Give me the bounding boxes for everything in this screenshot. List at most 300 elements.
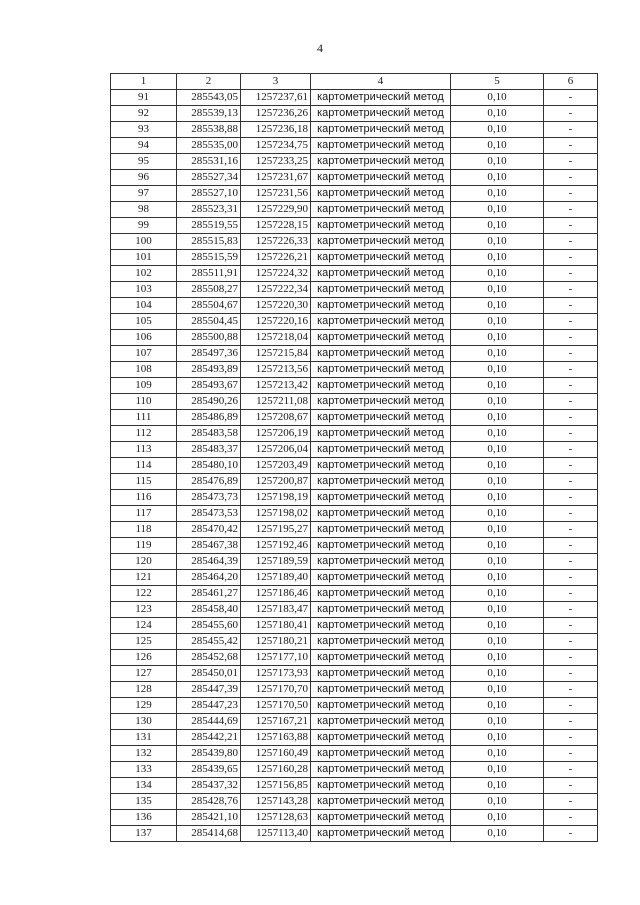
method-cell: картометрический метод xyxy=(311,618,451,634)
accuracy-cell: 0,10 xyxy=(451,154,544,170)
y-coordinate-cell: 1257195,27 xyxy=(241,522,311,538)
description-cell: - xyxy=(544,698,598,714)
y-coordinate-cell: 1257156,85 xyxy=(241,778,311,794)
accuracy-cell: 0,10 xyxy=(451,666,544,682)
accuracy-cell: 0,10 xyxy=(451,410,544,426)
point-number-cell: 108 xyxy=(111,362,177,378)
y-coordinate-cell: 1257220,30 xyxy=(241,298,311,314)
y-coordinate-cell: 1257231,67 xyxy=(241,170,311,186)
point-number-cell: 100 xyxy=(111,234,177,250)
y-coordinate-cell: 1257143,28 xyxy=(241,794,311,810)
y-coordinate-cell: 1257189,59 xyxy=(241,554,311,570)
point-number-cell: 112 xyxy=(111,426,177,442)
point-number-cell: 95 xyxy=(111,154,177,170)
x-coordinate-cell: 285497,36 xyxy=(177,346,241,362)
table-row xyxy=(111,554,598,570)
point-number-cell: 122 xyxy=(111,586,177,602)
column-header-1: 1 xyxy=(111,74,177,90)
point-number-cell: 110 xyxy=(111,394,177,410)
table-row xyxy=(111,138,598,154)
method-cell: картометрический метод xyxy=(311,218,451,234)
point-number-cell: 114 xyxy=(111,458,177,474)
point-number-cell: 104 xyxy=(111,298,177,314)
table-row xyxy=(111,378,598,394)
description-cell: - xyxy=(544,106,598,122)
accuracy-cell: 0,10 xyxy=(451,794,544,810)
description-cell: - xyxy=(544,794,598,810)
description-cell: - xyxy=(544,554,598,570)
y-coordinate-cell: 1257128,63 xyxy=(241,810,311,826)
table-row xyxy=(111,522,598,538)
method-cell: картометрический метод xyxy=(311,570,451,586)
x-coordinate-cell: 285486,89 xyxy=(177,410,241,426)
y-coordinate-cell: 1257233,25 xyxy=(241,154,311,170)
y-coordinate-cell: 1257224,32 xyxy=(241,266,311,282)
method-cell: картометрический метод xyxy=(311,378,451,394)
x-coordinate-cell: 285504,67 xyxy=(177,298,241,314)
point-number-cell: 120 xyxy=(111,554,177,570)
method-cell: картометрический метод xyxy=(311,826,451,842)
accuracy-cell: 0,10 xyxy=(451,426,544,442)
accuracy-cell: 0,10 xyxy=(451,522,544,538)
table-row xyxy=(111,202,598,218)
accuracy-cell: 0,10 xyxy=(451,634,544,650)
point-number-cell: 99 xyxy=(111,218,177,234)
table-row xyxy=(111,154,598,170)
column-header-2: 2 xyxy=(177,74,241,90)
method-cell: картометрический метод xyxy=(311,426,451,442)
description-cell: - xyxy=(544,122,598,138)
table-row xyxy=(111,810,598,826)
x-coordinate-cell: 285467,38 xyxy=(177,538,241,554)
accuracy-cell: 0,10 xyxy=(451,618,544,634)
description-cell: - xyxy=(544,170,598,186)
accuracy-cell: 0,10 xyxy=(451,298,544,314)
point-number-cell: 101 xyxy=(111,250,177,266)
description-cell: - xyxy=(544,154,598,170)
point-number-cell: 103 xyxy=(111,282,177,298)
x-coordinate-cell: 285538,88 xyxy=(177,122,241,138)
accuracy-cell: 0,10 xyxy=(451,538,544,554)
method-cell: картометрический метод xyxy=(311,170,451,186)
y-coordinate-cell: 1257160,28 xyxy=(241,762,311,778)
description-cell: - xyxy=(544,778,598,794)
x-coordinate-cell: 285473,53 xyxy=(177,506,241,522)
description-cell: - xyxy=(544,618,598,634)
coordinates-table xyxy=(110,73,598,842)
table-row xyxy=(111,650,598,666)
method-cell: картометрический метод xyxy=(311,106,451,122)
accuracy-cell: 0,10 xyxy=(451,554,544,570)
method-cell: картометрический метод xyxy=(311,490,451,506)
accuracy-cell: 0,10 xyxy=(451,170,544,186)
table-row xyxy=(111,186,598,202)
point-number-cell: 135 xyxy=(111,794,177,810)
method-cell: картометрический метод xyxy=(311,154,451,170)
method-cell: картометрический метод xyxy=(311,442,451,458)
description-cell: - xyxy=(544,634,598,650)
y-coordinate-cell: 1257177,10 xyxy=(241,650,311,666)
method-cell: картометрический метод xyxy=(311,522,451,538)
y-coordinate-cell: 1257160,49 xyxy=(241,746,311,762)
y-coordinate-cell: 1257215,84 xyxy=(241,346,311,362)
point-number-cell: 126 xyxy=(111,650,177,666)
description-cell: - xyxy=(544,426,598,442)
table-row xyxy=(111,426,598,442)
method-cell: картометрический метод xyxy=(311,314,451,330)
y-coordinate-cell: 1257236,18 xyxy=(241,122,311,138)
table-row xyxy=(111,122,598,138)
point-number-cell: 115 xyxy=(111,474,177,490)
point-number-cell: 132 xyxy=(111,746,177,762)
point-number-cell: 92 xyxy=(111,106,177,122)
description-cell: - xyxy=(544,762,598,778)
x-coordinate-cell: 285493,89 xyxy=(177,362,241,378)
method-cell: картометрический метод xyxy=(311,698,451,714)
point-number-cell: 98 xyxy=(111,202,177,218)
description-cell: - xyxy=(544,826,598,842)
table-row xyxy=(111,538,598,554)
y-coordinate-cell: 1257228,15 xyxy=(241,218,311,234)
accuracy-cell: 0,10 xyxy=(451,234,544,250)
table-row xyxy=(111,282,598,298)
accuracy-cell: 0,10 xyxy=(451,586,544,602)
x-coordinate-cell: 285500,88 xyxy=(177,330,241,346)
table-row xyxy=(111,106,598,122)
x-coordinate-cell: 285458,40 xyxy=(177,602,241,618)
y-coordinate-cell: 1257211,08 xyxy=(241,394,311,410)
y-coordinate-cell: 1257200,87 xyxy=(241,474,311,490)
y-coordinate-cell: 1257220,16 xyxy=(241,314,311,330)
description-cell: - xyxy=(544,362,598,378)
method-cell: картометрический метод xyxy=(311,138,451,154)
method-cell: картометрический метод xyxy=(311,234,451,250)
x-coordinate-cell: 285535,00 xyxy=(177,138,241,154)
y-coordinate-cell: 1257213,56 xyxy=(241,362,311,378)
accuracy-cell: 0,10 xyxy=(451,570,544,586)
table-row xyxy=(111,714,598,730)
x-coordinate-cell: 285508,27 xyxy=(177,282,241,298)
x-coordinate-cell: 285527,34 xyxy=(177,170,241,186)
y-coordinate-cell: 1257218,04 xyxy=(241,330,311,346)
table-row xyxy=(111,794,598,810)
y-coordinate-cell: 1257226,33 xyxy=(241,234,311,250)
accuracy-cell: 0,10 xyxy=(451,714,544,730)
accuracy-cell: 0,10 xyxy=(451,458,544,474)
y-coordinate-cell: 1257226,21 xyxy=(241,250,311,266)
table-row xyxy=(111,394,598,410)
description-cell: - xyxy=(544,394,598,410)
table-row xyxy=(111,666,598,682)
accuracy-cell: 0,10 xyxy=(451,778,544,794)
point-number-cell: 134 xyxy=(111,778,177,794)
accuracy-cell: 0,10 xyxy=(451,602,544,618)
description-cell: - xyxy=(544,218,598,234)
method-cell: картометрический метод xyxy=(311,474,451,490)
y-coordinate-cell: 1257234,75 xyxy=(241,138,311,154)
y-coordinate-cell: 1257163,88 xyxy=(241,730,311,746)
table-row xyxy=(111,410,598,426)
description-cell: - xyxy=(544,90,598,106)
table-row xyxy=(111,826,598,842)
accuracy-cell: 0,10 xyxy=(451,474,544,490)
table-row xyxy=(111,730,598,746)
method-cell: картометрический метод xyxy=(311,794,451,810)
method-cell: картометрический метод xyxy=(311,266,451,282)
method-cell: картометрический метод xyxy=(311,410,451,426)
y-coordinate-cell: 1257183,47 xyxy=(241,602,311,618)
description-cell: - xyxy=(544,570,598,586)
point-number-cell: 102 xyxy=(111,266,177,282)
x-coordinate-cell: 285476,89 xyxy=(177,474,241,490)
method-cell: картометрический метод xyxy=(311,666,451,682)
method-cell: картометрический метод xyxy=(311,746,451,762)
method-cell: картометрический метод xyxy=(311,810,451,826)
x-coordinate-cell: 285515,59 xyxy=(177,250,241,266)
point-number-cell: 106 xyxy=(111,330,177,346)
x-coordinate-cell: 285428,76 xyxy=(177,794,241,810)
method-cell: картометрический метод xyxy=(311,682,451,698)
table-row xyxy=(111,490,598,506)
method-cell: картометрический метод xyxy=(311,458,451,474)
x-coordinate-cell: 285490,26 xyxy=(177,394,241,410)
table-row xyxy=(111,602,598,618)
x-coordinate-cell: 285437,32 xyxy=(177,778,241,794)
accuracy-cell: 0,10 xyxy=(451,442,544,458)
table-row xyxy=(111,362,598,378)
method-cell: картометрический метод xyxy=(311,506,451,522)
table-row xyxy=(111,698,598,714)
x-coordinate-cell: 285493,67 xyxy=(177,378,241,394)
method-cell: картометрический метод xyxy=(311,538,451,554)
description-cell: - xyxy=(544,410,598,426)
y-coordinate-cell: 1257208,67 xyxy=(241,410,311,426)
method-cell: картометрический метод xyxy=(311,346,451,362)
point-number-cell: 121 xyxy=(111,570,177,586)
x-coordinate-cell: 285447,23 xyxy=(177,698,241,714)
accuracy-cell: 0,10 xyxy=(451,266,544,282)
table-row xyxy=(111,506,598,522)
x-coordinate-cell: 285470,42 xyxy=(177,522,241,538)
accuracy-cell: 0,10 xyxy=(451,282,544,298)
point-number-cell: 119 xyxy=(111,538,177,554)
y-coordinate-cell: 1257167,21 xyxy=(241,714,311,730)
table-row xyxy=(111,570,598,586)
point-number-cell: 137 xyxy=(111,826,177,842)
point-number-cell: 136 xyxy=(111,810,177,826)
table-row xyxy=(111,266,598,282)
description-cell: - xyxy=(544,346,598,362)
x-coordinate-cell: 285444,69 xyxy=(177,714,241,730)
description-cell: - xyxy=(544,314,598,330)
method-cell: картометрический метод xyxy=(311,394,451,410)
point-number-cell: 127 xyxy=(111,666,177,682)
x-coordinate-cell: 285504,45 xyxy=(177,314,241,330)
point-number-cell: 94 xyxy=(111,138,177,154)
y-coordinate-cell: 1257113,40 xyxy=(241,826,311,842)
description-cell: - xyxy=(544,490,598,506)
table-row xyxy=(111,634,598,650)
x-coordinate-cell: 285414,68 xyxy=(177,826,241,842)
accuracy-cell: 0,10 xyxy=(451,698,544,714)
point-number-cell: 117 xyxy=(111,506,177,522)
y-coordinate-cell: 1257180,41 xyxy=(241,618,311,634)
x-coordinate-cell: 285473,73 xyxy=(177,490,241,506)
table-row xyxy=(111,474,598,490)
method-cell: картометрический метод xyxy=(311,202,451,218)
table-row xyxy=(111,346,598,362)
method-cell: картометрический метод xyxy=(311,298,451,314)
x-coordinate-cell: 285439,65 xyxy=(177,762,241,778)
y-coordinate-cell: 1257180,21 xyxy=(241,634,311,650)
accuracy-cell: 0,10 xyxy=(451,250,544,266)
x-coordinate-cell: 285515,83 xyxy=(177,234,241,250)
table-row xyxy=(111,618,598,634)
table-row xyxy=(111,778,598,794)
table-row xyxy=(111,442,598,458)
y-coordinate-cell: 1257170,70 xyxy=(241,682,311,698)
point-number-cell: 130 xyxy=(111,714,177,730)
table-row xyxy=(111,762,598,778)
y-coordinate-cell: 1257170,50 xyxy=(241,698,311,714)
page-number: 4 xyxy=(317,41,323,55)
column-header-4: 4 xyxy=(311,74,451,90)
description-cell: - xyxy=(544,202,598,218)
method-cell: картометрический метод xyxy=(311,554,451,570)
x-coordinate-cell: 285452,68 xyxy=(177,650,241,666)
x-coordinate-cell: 285455,60 xyxy=(177,618,241,634)
y-coordinate-cell: 1257236,26 xyxy=(241,106,311,122)
description-cell: - xyxy=(544,714,598,730)
method-cell: картометрический метод xyxy=(311,90,451,106)
accuracy-cell: 0,10 xyxy=(451,122,544,138)
accuracy-cell: 0,10 xyxy=(451,378,544,394)
description-cell: - xyxy=(544,186,598,202)
description-cell: - xyxy=(544,650,598,666)
description-cell: - xyxy=(544,602,598,618)
point-number-cell: 113 xyxy=(111,442,177,458)
column-header-3: 3 xyxy=(241,74,311,90)
description-cell: - xyxy=(544,378,598,394)
column-header-5: 5 xyxy=(451,74,544,90)
description-cell: - xyxy=(544,666,598,682)
accuracy-cell: 0,10 xyxy=(451,810,544,826)
accuracy-cell: 0,10 xyxy=(451,650,544,666)
x-coordinate-cell: 285523,31 xyxy=(177,202,241,218)
point-number-cell: 96 xyxy=(111,170,177,186)
accuracy-cell: 0,10 xyxy=(451,826,544,842)
accuracy-cell: 0,10 xyxy=(451,90,544,106)
point-number-cell: 105 xyxy=(111,314,177,330)
table-row xyxy=(111,330,598,346)
y-coordinate-cell: 1257206,19 xyxy=(241,426,311,442)
x-coordinate-cell: 285483,37 xyxy=(177,442,241,458)
table-row xyxy=(111,746,598,762)
x-coordinate-cell: 285531,16 xyxy=(177,154,241,170)
x-coordinate-cell: 285447,39 xyxy=(177,682,241,698)
table-row xyxy=(111,682,598,698)
point-number-cell: 123 xyxy=(111,602,177,618)
x-coordinate-cell: 285442,21 xyxy=(177,730,241,746)
description-cell: - xyxy=(544,458,598,474)
accuracy-cell: 0,10 xyxy=(451,730,544,746)
table-row xyxy=(111,314,598,330)
y-coordinate-cell: 1257198,02 xyxy=(241,506,311,522)
table-row xyxy=(111,170,598,186)
method-cell: картометрический метод xyxy=(311,714,451,730)
accuracy-cell: 0,10 xyxy=(451,106,544,122)
accuracy-cell: 0,10 xyxy=(451,746,544,762)
table-body xyxy=(111,90,598,842)
x-coordinate-cell: 285527,10 xyxy=(177,186,241,202)
y-coordinate-cell: 1257237,61 xyxy=(241,90,311,106)
x-coordinate-cell: 285483,58 xyxy=(177,426,241,442)
point-number-cell: 125 xyxy=(111,634,177,650)
accuracy-cell: 0,10 xyxy=(451,506,544,522)
point-number-cell: 97 xyxy=(111,186,177,202)
x-coordinate-cell: 285511,91 xyxy=(177,266,241,282)
column-header-6: 6 xyxy=(544,74,598,90)
description-cell: - xyxy=(544,538,598,554)
point-number-cell: 124 xyxy=(111,618,177,634)
description-cell: - xyxy=(544,682,598,698)
description-cell: - xyxy=(544,298,598,314)
x-coordinate-cell: 285480,10 xyxy=(177,458,241,474)
description-cell: - xyxy=(544,730,598,746)
method-cell: картометрический метод xyxy=(311,602,451,618)
method-cell: картометрический метод xyxy=(311,330,451,346)
x-coordinate-cell: 285421,10 xyxy=(177,810,241,826)
method-cell: картометрический метод xyxy=(311,650,451,666)
table-row xyxy=(111,90,598,106)
method-cell: картометрический метод xyxy=(311,186,451,202)
table-row xyxy=(111,586,598,602)
accuracy-cell: 0,10 xyxy=(451,138,544,154)
x-coordinate-cell: 285539,13 xyxy=(177,106,241,122)
accuracy-cell: 0,10 xyxy=(451,314,544,330)
point-number-cell: 131 xyxy=(111,730,177,746)
description-cell: - xyxy=(544,138,598,154)
point-number-cell: 91 xyxy=(111,90,177,106)
x-coordinate-cell: 285464,39 xyxy=(177,554,241,570)
x-coordinate-cell: 285450,01 xyxy=(177,666,241,682)
method-cell: картометрический метод xyxy=(311,282,451,298)
table-row xyxy=(111,298,598,314)
accuracy-cell: 0,10 xyxy=(451,762,544,778)
point-number-cell: 93 xyxy=(111,122,177,138)
table-row xyxy=(111,218,598,234)
point-number-cell: 129 xyxy=(111,698,177,714)
y-coordinate-cell: 1257213,42 xyxy=(241,378,311,394)
description-cell: - xyxy=(544,266,598,282)
description-cell: - xyxy=(544,330,598,346)
description-cell: - xyxy=(544,442,598,458)
accuracy-cell: 0,10 xyxy=(451,362,544,378)
x-coordinate-cell: 285439,80 xyxy=(177,746,241,762)
description-cell: - xyxy=(544,234,598,250)
x-coordinate-cell: 285461,27 xyxy=(177,586,241,602)
y-coordinate-cell: 1257173,93 xyxy=(241,666,311,682)
table-header-row xyxy=(111,74,598,90)
description-cell: - xyxy=(544,506,598,522)
description-cell: - xyxy=(544,282,598,298)
accuracy-cell: 0,10 xyxy=(451,394,544,410)
x-coordinate-cell: 285464,20 xyxy=(177,570,241,586)
method-cell: картометрический метод xyxy=(311,762,451,778)
point-number-cell: 118 xyxy=(111,522,177,538)
accuracy-cell: 0,10 xyxy=(451,490,544,506)
method-cell: картометрический метод xyxy=(311,250,451,266)
